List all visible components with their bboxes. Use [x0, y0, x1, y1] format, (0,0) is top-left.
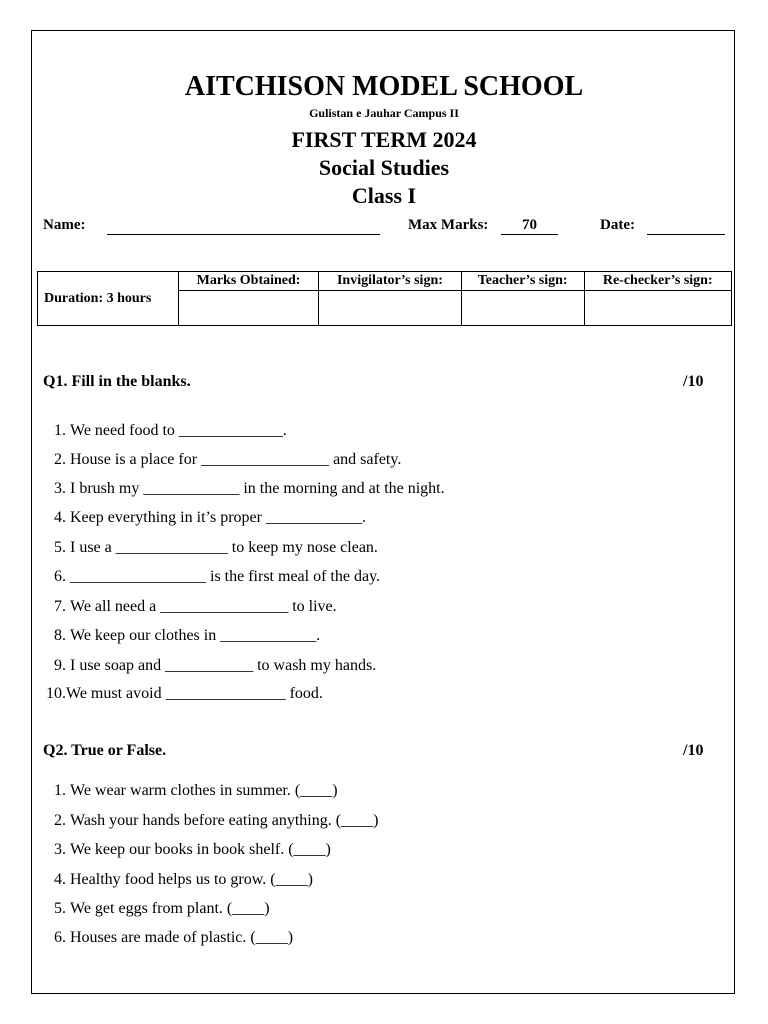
- q2-item-number: 5.: [54, 900, 66, 917]
- q1-item-text: I use a ______________ to keep my nose clean.: [70, 539, 378, 556]
- date-label: Date:: [600, 217, 635, 233]
- q1-marks: /10: [683, 373, 704, 390]
- campus-name: Gulistan e Jauhar Campus II: [309, 106, 459, 120]
- exam-term: FIRST TERM 2024: [291, 127, 477, 152]
- q2-marks: /10: [683, 742, 704, 759]
- invigilator-sign-header: Invigilator’s sign:: [319, 272, 462, 291]
- q2-item-text: We keep our books in book shelf. (____): [70, 841, 331, 858]
- q2-item-number: 6.: [54, 929, 66, 946]
- q1-item: [42, 509, 366, 527]
- max-marks-value: 70: [522, 217, 537, 233]
- q2-item: [42, 782, 338, 800]
- q1-item: [42, 657, 376, 675]
- q2-item-number: 1.: [54, 782, 66, 799]
- q2-item: [42, 929, 293, 947]
- rechecker-sign-header: Re-checker’s sign:: [584, 272, 732, 291]
- q1-item-text: Keep everything in it’s proper ____________.: [70, 509, 366, 526]
- q1-item-number: 9.: [54, 657, 66, 674]
- duration-cell: Duration: 3 hours: [38, 272, 179, 326]
- q2-item-text: We wear warm clothes in summer. (____): [70, 782, 338, 799]
- rechecker-sign-cell[interactable]: [584, 291, 732, 326]
- q2-item-number: 2.: [54, 812, 66, 829]
- q1-item-text: We must avoid _______________ food.: [66, 685, 323, 702]
- q1-item-number: 4.: [54, 509, 66, 526]
- teacher-sign-cell[interactable]: [461, 291, 584, 326]
- q1-item-number: 10.: [46, 685, 66, 702]
- q1-item: [42, 422, 287, 440]
- subject-title: Social Studies: [318, 155, 450, 180]
- q2-title: Q2. True or False.: [43, 742, 167, 759]
- q1-title: Q1. Fill in the blanks.: [43, 373, 191, 390]
- q1-item: [42, 480, 445, 498]
- q1-item-number: 7.: [54, 598, 66, 615]
- max-marks-label: Max Marks:: [408, 217, 489, 233]
- q2-item-text: We get eggs from plant. (____): [70, 900, 270, 917]
- name-label: Name:: [43, 217, 86, 233]
- q1-item: [42, 598, 337, 616]
- date-field[interactable]: [647, 234, 725, 235]
- school-name: AITCHISON MODEL SCHOOL: [184, 71, 584, 102]
- q1-item-number: 5.: [54, 539, 66, 556]
- q2-item: [42, 900, 270, 918]
- marks-table: [37, 271, 732, 326]
- q1-item-number: 3.: [54, 480, 66, 497]
- q2-item-text: Houses are made of plastic. (____): [70, 929, 294, 946]
- q1-item: [42, 451, 401, 469]
- q1-item-number: 8.: [54, 627, 66, 644]
- q1-item-number: 6.: [54, 568, 66, 585]
- q2-item: [42, 812, 378, 830]
- name-field[interactable]: [107, 234, 380, 235]
- marks-obtained-cell[interactable]: [179, 291, 319, 326]
- class-title: Class I: [351, 183, 417, 208]
- q1-item: [42, 568, 380, 586]
- q2-item-number: 3.: [54, 841, 66, 858]
- q1-item-text: I brush my ____________ in the morning and at the night.: [70, 480, 445, 497]
- q2-item-number: 4.: [54, 871, 66, 888]
- q1-item-text: We keep our clothes in ____________.: [70, 627, 321, 644]
- q1-item-text: House is a place for ________________ and safety.: [70, 451, 402, 468]
- max-marks-underline: [501, 234, 558, 235]
- q1-item-number: 1.: [54, 422, 66, 439]
- q2-item: [42, 871, 313, 889]
- q1-item-number: 2.: [54, 451, 66, 468]
- q1-item-text: We all need a ________________ to live.: [70, 598, 337, 615]
- q1-item-text: I use soap and ___________ to wash my hands.: [70, 657, 377, 674]
- marks-obtained-header: Marks Obtained:: [179, 272, 319, 291]
- invigilator-sign-cell[interactable]: [319, 291, 462, 326]
- q2-item-text: Wash your hands before eating anything. (____): [70, 812, 379, 829]
- q2-item: [42, 841, 331, 859]
- q1-item: [42, 539, 378, 557]
- teacher-sign-header: Teacher’s sign:: [461, 272, 584, 291]
- q1-item: [42, 627, 320, 645]
- q1-item-text: _________________ is the first meal of the day.: [70, 568, 381, 585]
- q1-item-text: We need food to _____________.: [70, 422, 287, 439]
- q2-item-text: Healthy food helps us to grow. (____): [70, 871, 313, 888]
- q1-item: [42, 685, 323, 703]
